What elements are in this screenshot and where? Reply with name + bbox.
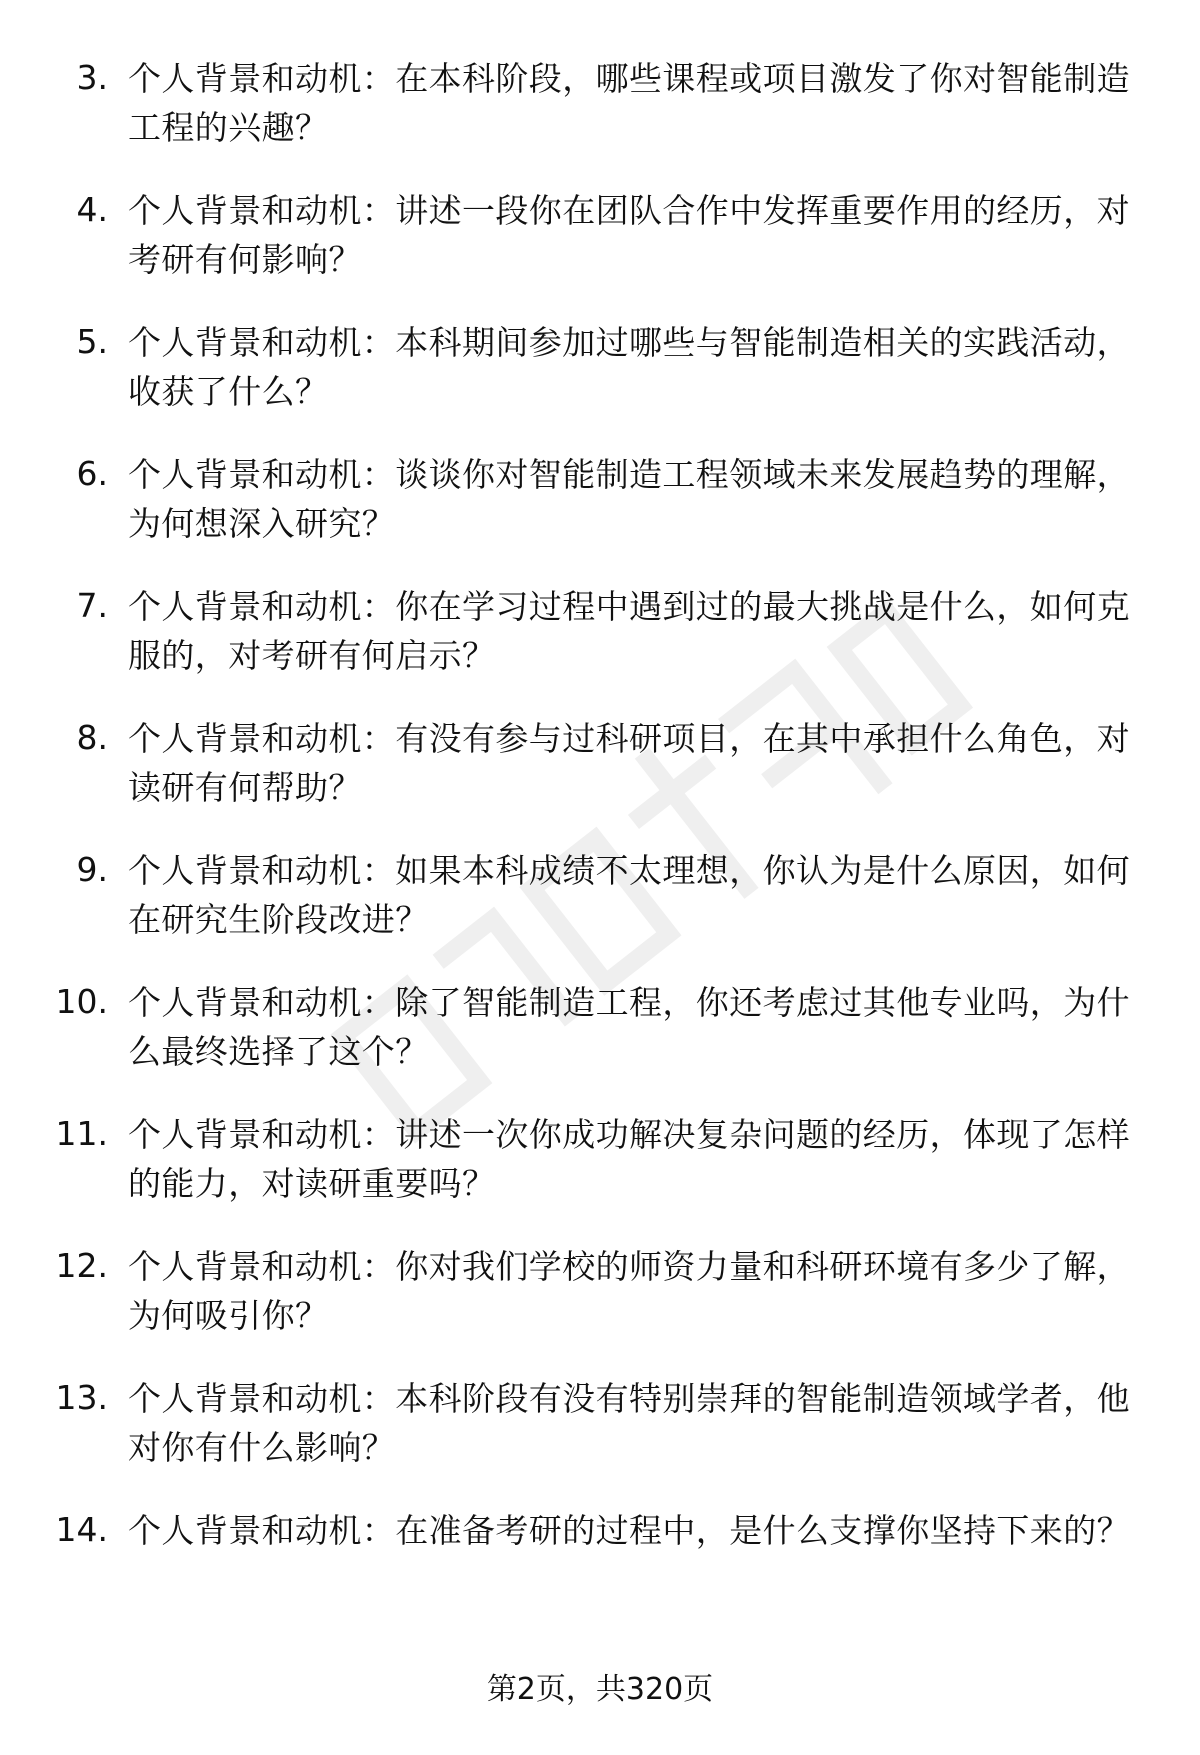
question-item — [0, 714, 1200, 812]
question-item — [0, 846, 1200, 944]
question-number: 13. — [55, 1378, 108, 1417]
question-number: 4. — [76, 190, 108, 229]
question-number: 11. — [55, 1114, 108, 1153]
question-text: 个人背景和动机：讲述一次你成功解决复杂问题的经历，体现了怎样的能力，对读研重要吗？ — [128, 1115, 1130, 1203]
question-item — [0, 1506, 1200, 1604]
question-text: 个人背景和动机：你对我们学校的师资力量和科研环境有多少了解，为何吸引你？ — [128, 1247, 1130, 1335]
question-text: 个人背景和动机：讲述一段你在团队合作中发挥重要作用的经历，对考研有何影响？ — [128, 191, 1130, 279]
question-number: 6. — [76, 454, 108, 493]
question-text: 个人背景和动机：你在学习过程中遇到过的最大挑战是什么，如何克服的，对考研有何启示？ — [128, 587, 1130, 675]
question-number: 7. — [76, 586, 108, 625]
question-number: 8. — [76, 718, 108, 757]
question-text: 个人背景和动机：如果本科成绩不太理想，你认为是什么原因，如何在研究生阶段改进？ — [128, 851, 1130, 939]
question-item — [0, 1242, 1200, 1340]
question-text: 个人背景和动机：本科阶段有没有特别崇拜的智能制造领域学者，他对你有什么影响？ — [128, 1379, 1130, 1467]
question-number: 10. — [55, 982, 108, 1021]
question-text: 个人背景和动机：在准备考研的过程中，是什么支撑你坚持下来的？ — [128, 1511, 1130, 1550]
question-text: 个人背景和动机：谈谈你对智能制造工程领域未来发展趋势的理解，为何想深入研究？ — [128, 455, 1130, 543]
question-item — [0, 54, 1200, 152]
question-item — [0, 1110, 1200, 1208]
question-number: 14. — [55, 1510, 108, 1549]
question-text: 个人背景和动机：有没有参与过科研项目，在其中承担什么角色，对读研有何帮助？ — [128, 719, 1130, 807]
question-item — [0, 582, 1200, 680]
question-item — [0, 978, 1200, 1076]
question-list — [0, 54, 1200, 1638]
question-number: 3. — [76, 58, 108, 97]
page-number-label: 第2页，共320页 — [486, 1672, 714, 1707]
page-footer — [0, 1670, 1200, 1710]
question-number: 12. — [55, 1246, 108, 1285]
question-text: 个人背景和动机：除了智能制造工程，你还考虑过其他专业吗，为什么最终选择了这个？ — [128, 983, 1130, 1071]
question-number: 9. — [76, 850, 108, 889]
question-item — [0, 186, 1200, 284]
question-number: 5. — [76, 322, 108, 361]
question-text: 个人背景和动机：在本科阶段，哪些课程或项目激发了你对智能制造工程的兴趣？ — [128, 59, 1130, 147]
question-item — [0, 1374, 1200, 1472]
question-item — [0, 318, 1200, 416]
question-item — [0, 450, 1200, 548]
question-text: 个人背景和动机：本科期间参加过哪些与智能制造相关的实践活动，收获了什么？ — [128, 323, 1130, 411]
